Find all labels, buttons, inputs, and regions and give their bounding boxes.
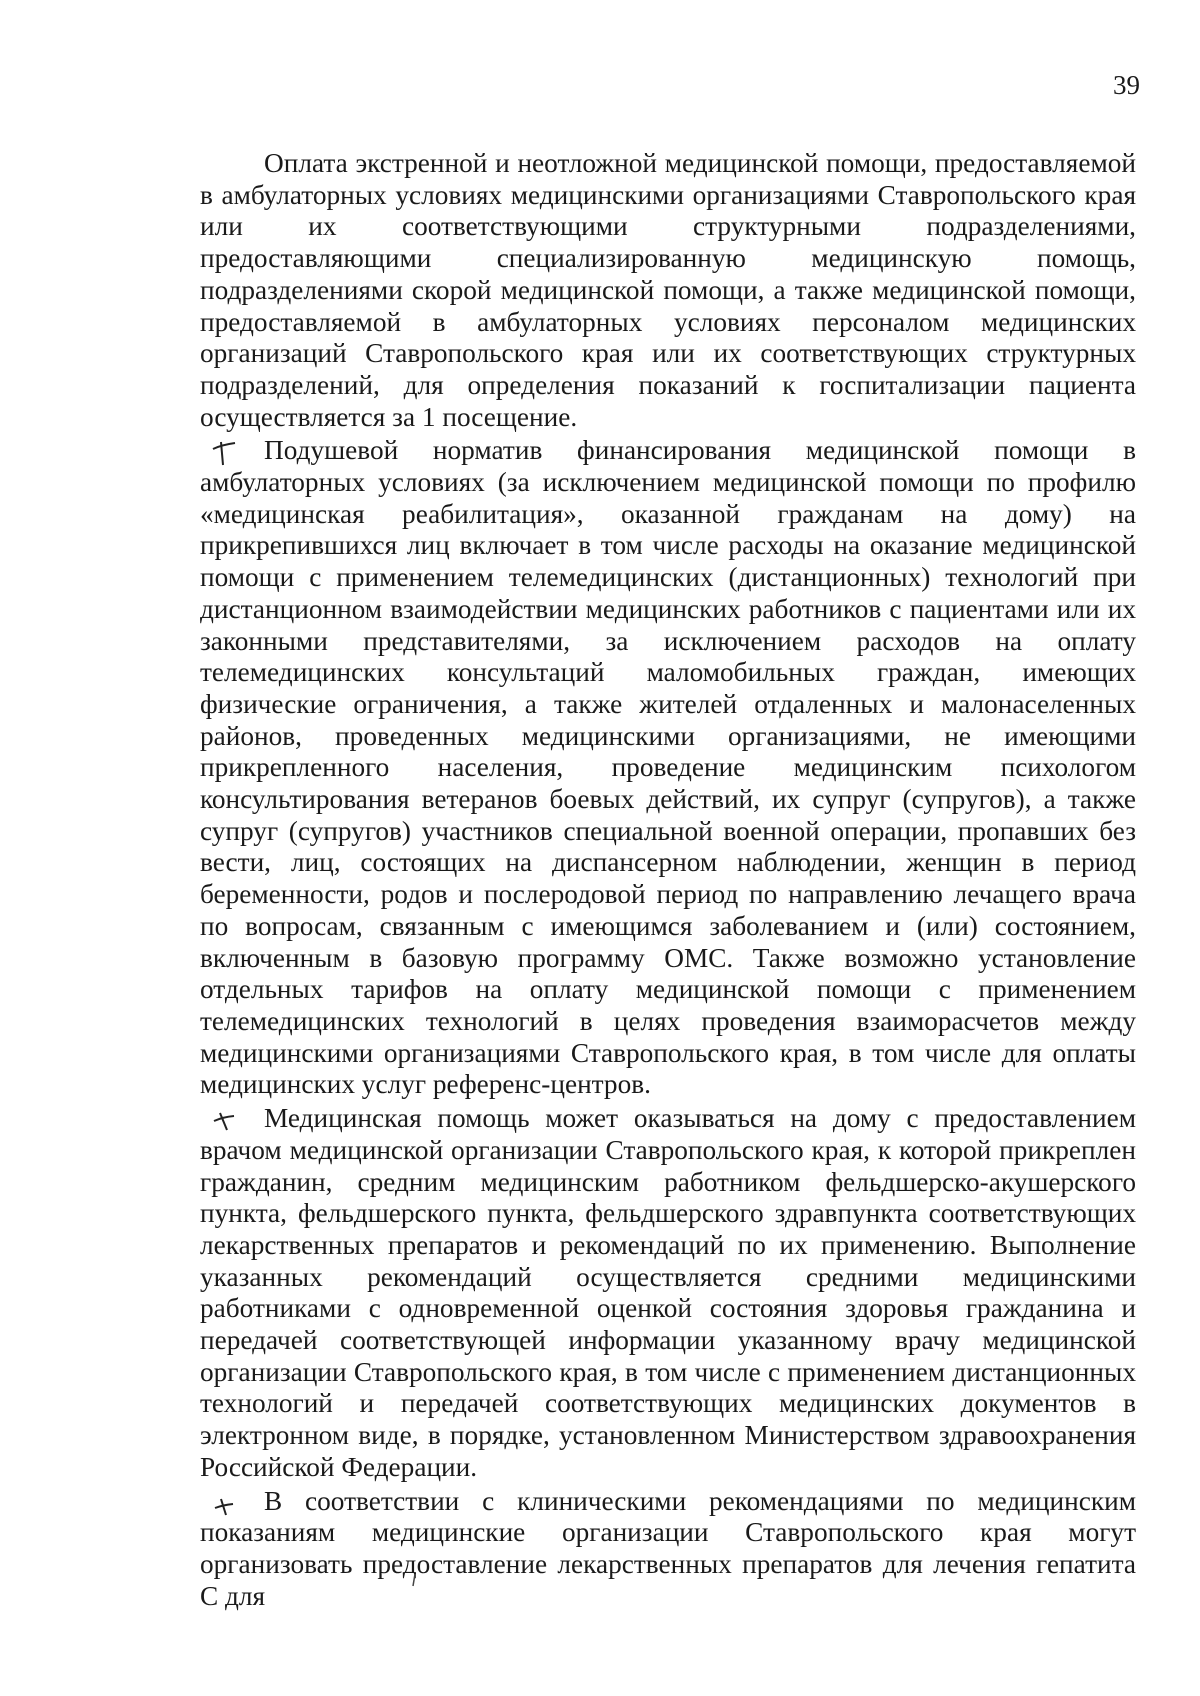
paragraph xyxy=(200,148,1136,433)
pen-stroke-icon xyxy=(411,1573,417,1587)
paragraph xyxy=(200,1103,1136,1483)
paragraph-text: Медицинская помощь может оказываться на дому с предоставлением врачом медицинской организации Ставропольского края, к которой прикреплен гражданин, средним медицинским работником фельдшерско-акушерского пункта, фельдшерского пункта, фельдшерского здравпункта соответствующих лекарственных препаратов и рекомендаций по их применению. Выполнение указанных рекомендаций осуществляется средними медицинскими работниками с одновременной оценкой состояния здоровья гражданина и передачей соответствующей информации указанному врачу медицинской организации Ставропольского края, в том числе с применением дистанционных технологий и передачей соответствующих медицинских документов в электронном виде, в порядке, установленном Министерством здравоохранения Российской Федерации. xyxy=(200,1103,1136,1482)
paragraph-text: Оплата экстренной и неотложной медицинской помощи, предоставляемой в амбулаторных условиях медицинскими организациями Ставропольского края или их соответствующими структурными подразделениями, предоставляющими специализированную медицинскую помощь, подразделениями скорой медицинской помощи, а также медицинской помощи, предоставляемой в амбулаторных условиях персоналом медицинских организаций Ставропольского края или их соответствующих структурных подразделений, для определения показаний к госпитализации пациента осуществляется за 1 посещение. xyxy=(200,148,1136,432)
paragraph-text: В соответствии с клиническими рекомендациями по медицинским показаниям медицинские организации Ставропольского края могут организовать предоставление лекарственных препаратов для лечения гепатита С для xyxy=(200,1485,1136,1611)
paragraph xyxy=(200,1486,1136,1613)
paragraph-text: Подушевой норматив финансирования медицинской помощи в амбулаторных условиях (за исключением медицинской помощи по профилю «медицинская реабилитация», оказанной гражданам на дому) на прикрепившихся лиц включает в том числе расходы на оказание медицинской помощи с применением телемедицинских (дистанционных) технологий при дистанционном взаимодействии медицинских работников с пациентами или их законными представителями, за исключением расходов на оплату телемедицинских консультаций маломобильных граждан, имеющих физические ограничения, а также жителей отдаленных и малонаселенных районов, проведенных медицинскими организациями, не имеющими прикрепленного населения, проведение медицинским психологом консультирования ветеранов боевых действий, их супруг (супругов), а также супруг (супругов) участников специальной военной операции, пропавших без вести, лиц, состоящих на диспансерном наблюдении, женщин в период беременности, родов и послеродовой период по направлению лечащего врача по вопросам, связанным с имеющимся заболеванием и (или) состоянием, включенным в базовую программу ОМС. Также возможно установление отдельных тарифов на оплату медицинской помощи с применением телемедицинских технологий в целях проведения взаиморасчетов между медицинскими организациями Ставропольского края, в том числе для оплаты медицинских услуг референс-центров. xyxy=(200,435,1136,1100)
paragraph xyxy=(200,435,1136,1101)
page-number: 39 xyxy=(1113,70,1140,100)
document-body xyxy=(200,148,1136,1612)
